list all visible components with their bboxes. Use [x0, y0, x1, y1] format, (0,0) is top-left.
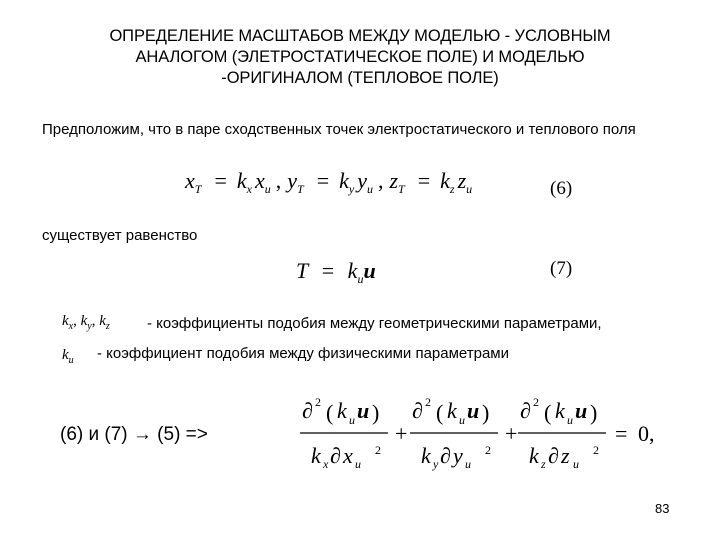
equation-6-sub: u — [264, 182, 271, 196]
partial-symbol: ∂ — [302, 398, 313, 423]
equation-6-sub: u — [466, 182, 473, 196]
geometric-coefficients-description: - коэффициенты подобия между геометрическими параметрами, — [147, 315, 602, 332]
numerator-coef: k — [337, 398, 347, 423]
equation-6-sub: u — [366, 182, 373, 196]
numerator-coef: k — [447, 398, 457, 423]
numerator-coef: k — [555, 398, 565, 423]
power-2: 2 — [425, 396, 431, 409]
partial-symbol: ∂ — [412, 398, 423, 423]
equation-6-sub: z — [449, 182, 455, 196]
equation-7-coef: k — [347, 258, 358, 283]
paren-close: ) — [372, 400, 380, 425]
power-2: 2 — [593, 443, 599, 457]
partial-symbol: ∂ — [548, 443, 559, 468]
equation-6-sub: T — [398, 182, 405, 196]
equation-6-var: k — [339, 168, 349, 193]
partial-symbol: ∂ — [520, 398, 531, 423]
numerator-field: u — [357, 398, 370, 423]
coefficient-sub: x — [68, 321, 74, 332]
power-2: 2 — [485, 443, 491, 457]
power-2: 2 — [315, 396, 321, 409]
paren-open: ( — [544, 400, 552, 425]
partial-symbol: ∂ — [440, 443, 451, 468]
equation-7-equals: = — [321, 258, 335, 283]
equation-6-var: y — [287, 168, 297, 193]
equation-6-op: = — [417, 168, 431, 193]
coefficient-var: k — [62, 313, 69, 329]
power-2: 2 — [533, 396, 539, 409]
equation-6-sub: x — [246, 182, 252, 196]
denominator-coef: k — [529, 443, 539, 468]
geometric-coefficients-symbols — [62, 313, 110, 332]
equation-6-var: z — [457, 168, 467, 193]
conclusion-text: (6) и (7) → (5) => — [60, 424, 208, 445]
coefficient-separator: , — [73, 313, 81, 329]
equation-6-op: = — [316, 168, 330, 193]
coefficient-var: k — [99, 313, 106, 329]
equation-6-var: x — [254, 168, 265, 193]
slide-title — [30, 26, 690, 89]
equation-7-rhs: u — [363, 258, 376, 283]
physical-coefficient-symbol — [62, 347, 74, 366]
denominator-var-sub: u — [355, 457, 361, 471]
final-equation — [300, 396, 680, 486]
coefficient-var: k — [80, 313, 88, 329]
equation-6 — [185, 168, 475, 197]
denominator-var-sub: u — [573, 457, 579, 471]
equation-6-sub: T — [194, 182, 202, 196]
denominator-var: y — [453, 443, 463, 468]
paren-close: ) — [482, 400, 490, 425]
physical-coefficient-var: k — [62, 347, 69, 363]
coefficient-separator: , — [91, 313, 100, 329]
denominator-coef-sub: z — [541, 457, 546, 471]
coefficient-sub: y — [87, 321, 92, 332]
intro-paragraph: Предположим, что в паре сходственных точек электростатического и теплового поля — [42, 121, 636, 138]
title-line-1: ОПРЕДЕЛЕНИЕ МАСШТАБОВ МЕЖДУ МОДЕЛЬЮ - УСЛОВНЫМ — [109, 27, 611, 45]
equation-6-number: (6) — [550, 178, 573, 199]
page-number: 83 — [655, 501, 670, 516]
denominator-var: x — [343, 443, 353, 468]
paren-close: ) — [590, 400, 598, 425]
equation-6-sub: y — [348, 182, 355, 196]
equation-6-op: , — [275, 168, 282, 193]
physical-coefficient-description: - коэффициент подобия между физическими параметрами — [97, 345, 510, 362]
equation-7-coef-sub: u — [357, 272, 364, 286]
equation-7 — [296, 258, 376, 287]
coefficient-sub: z — [105, 321, 110, 332]
numerator-coef-sub: u — [349, 413, 355, 427]
title-line-2: АНАЛОГОМ (ЭЛЕТРОСТАТИЧЕСКОЕ ПОЛЕ) И МОДЕЛЬЮ — [135, 48, 585, 66]
exists-text: существует равенство — [42, 227, 198, 244]
equation-6-var: k — [440, 168, 450, 193]
numerator-field: u — [575, 398, 588, 423]
numerator-coef-sub: u — [567, 413, 573, 427]
equation-7-lhs: T — [296, 258, 309, 283]
denominator-coef-sub: y — [433, 457, 439, 471]
partial-symbol: ∂ — [330, 443, 341, 468]
power-2: 2 — [375, 443, 381, 457]
denominator-var-sub: u — [465, 457, 471, 471]
title-line-3: -ОРИГИНАЛОМ (ТЕПЛОВОЕ ПОЛЕ) — [221, 69, 499, 87]
equation-6-var: k — [236, 168, 247, 193]
denominator-coef: k — [311, 443, 321, 468]
equation-7-number: (7) — [550, 258, 573, 279]
numerator-field: u — [467, 398, 480, 423]
numerator-coef-sub: u — [459, 413, 465, 427]
paren-open: ( — [436, 400, 444, 425]
equation-6-var: x — [185, 168, 195, 193]
plus-sign: + — [395, 421, 408, 446]
denominator-var: z — [561, 443, 570, 468]
paren-open: ( — [326, 400, 334, 425]
physical-coefficient-sub: u — [68, 355, 74, 366]
denominator-coef: k — [421, 443, 431, 468]
equation-6-var: z — [389, 168, 399, 193]
denominator-coef-sub: x — [323, 457, 329, 471]
plus-sign: + — [505, 421, 518, 446]
rhs-value: 0, — [638, 421, 655, 446]
equals-sign: = — [615, 421, 628, 446]
equation-6-op: = — [214, 168, 227, 193]
equation-6-sub: T — [297, 182, 304, 196]
equation-6-op: , — [377, 168, 384, 193]
equation-6-var: y — [357, 168, 367, 193]
